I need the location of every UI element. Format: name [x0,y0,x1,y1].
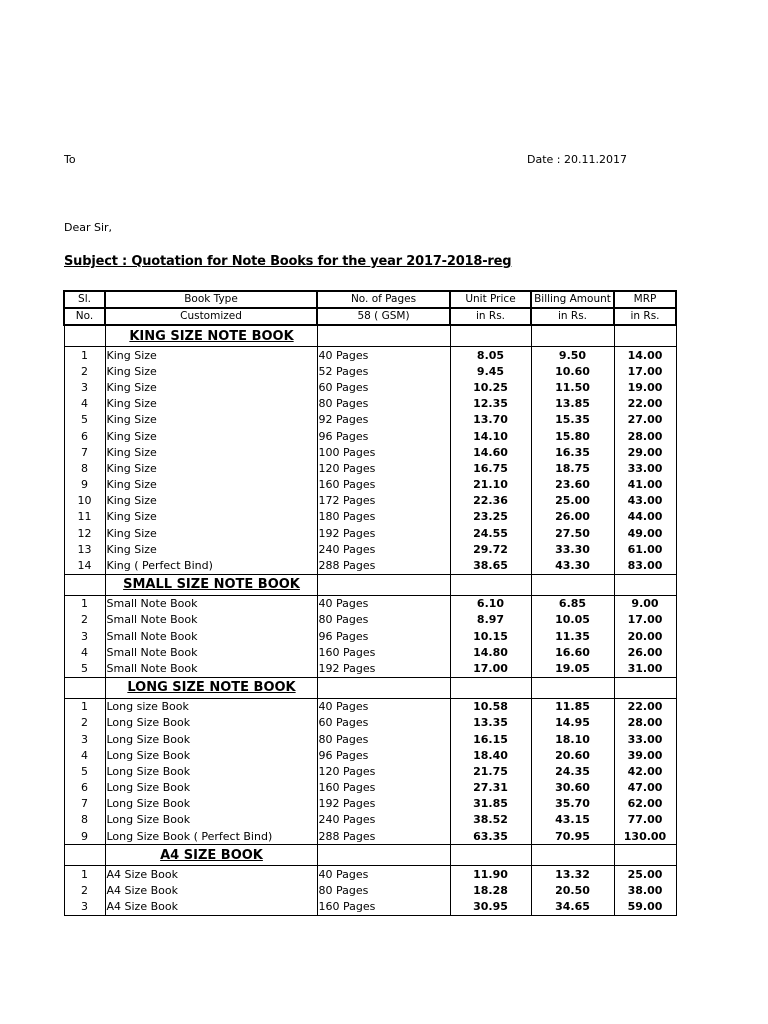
table-row [64,444,676,460]
table-row [64,412,676,428]
row-mrp: 28.00 [614,428,676,444]
row-pages: 60 Pages [317,379,450,395]
row-sl-no: 11 [64,509,105,525]
row-unit-price: 13.35 [450,715,531,731]
row-pages: 80 Pages [317,612,450,628]
section-empty-cell [317,845,450,866]
row-pages: 92 Pages [317,412,450,428]
row-billing-amount: 10.05 [531,612,614,628]
row-unit-price: 21.75 [450,763,531,779]
row-sl-no: 1 [64,698,105,715]
row-billing-amount: 33.30 [531,541,614,557]
row-unit-price: 23.25 [450,509,531,525]
row-book-type: Long Size Book [105,731,317,747]
row-unit-price: 16.15 [450,731,531,747]
section-header-row [64,574,676,595]
row-mrp: 33.00 [614,460,676,476]
row-book-type: King Size [105,347,317,364]
row-pages: 240 Pages [317,541,450,557]
row-pages: 160 Pages [317,477,450,493]
table-row [64,347,676,364]
row-book-type: Long Size Book [105,780,317,796]
row-billing-amount: 13.32 [531,866,614,883]
row-pages: 40 Pages [317,595,450,612]
row-sl-no: 6 [64,428,105,444]
row-mrp: 14.00 [614,347,676,364]
row-pages: 172 Pages [317,493,450,509]
row-billing-amount: 18.75 [531,460,614,476]
row-pages: 80 Pages [317,882,450,898]
table-row [64,557,676,574]
row-billing-amount: 9.50 [531,347,614,364]
row-book-type: King Size [105,444,317,460]
table-row [64,731,676,747]
row-billing-amount: 20.60 [531,747,614,763]
section-title: LONG SIZE NOTE BOOK [105,677,317,698]
header-pages: No. of Pages [317,291,450,308]
section-empty-cell [450,574,531,595]
row-book-type: A4 Size Book [105,899,317,916]
row-billing-amount: 24.35 [531,763,614,779]
row-billing-amount: 13.85 [531,396,614,412]
row-billing-amount: 10.60 [531,363,614,379]
table-row [64,780,676,796]
table-header-row-1 [64,291,676,308]
row-sl-no: 9 [64,828,105,845]
header-book-type: Book Type [105,291,317,308]
row-billing-amount: 18.10 [531,731,614,747]
row-billing-amount: 11.35 [531,628,614,644]
header-mrp-currency: in Rs. [614,308,676,325]
row-billing-amount: 25.00 [531,493,614,509]
row-unit-price: 24.55 [450,525,531,541]
row-mrp: 59.00 [614,899,676,916]
row-pages: 96 Pages [317,747,450,763]
row-billing-amount: 16.35 [531,444,614,460]
section-empty-cell [614,574,676,595]
row-billing-amount: 19.05 [531,660,614,677]
row-billing-amount: 15.80 [531,428,614,444]
header-unit-price: Unit Price [450,291,531,308]
section-empty-cell [317,677,450,698]
row-book-type: A4 Size Book [105,866,317,883]
row-pages: 192 Pages [317,796,450,812]
row-sl-no: 1 [64,866,105,883]
row-mrp: 26.00 [614,644,676,660]
row-billing-amount: 15.35 [531,412,614,428]
table-row [64,363,676,379]
table-row [64,396,676,412]
row-book-type: Small Note Book [105,644,317,660]
row-mrp: 83.00 [614,557,676,574]
row-sl-no: 4 [64,644,105,660]
table-row [64,460,676,476]
row-unit-price: 9.45 [450,363,531,379]
row-mrp: 27.00 [614,412,676,428]
row-sl-no: 13 [64,541,105,557]
row-unit-price: 38.65 [450,557,531,574]
row-unit-price: 29.72 [450,541,531,557]
row-sl-no: 6 [64,780,105,796]
row-billing-amount: 26.00 [531,509,614,525]
row-pages: 160 Pages [317,899,450,916]
section-empty-cell [614,677,676,698]
table-row [64,541,676,557]
row-book-type: King Size [105,525,317,541]
section-empty-cell [614,845,676,866]
table-row [64,882,676,898]
row-unit-price: 14.80 [450,644,531,660]
row-unit-price: 8.97 [450,612,531,628]
row-pages: 60 Pages [317,715,450,731]
row-pages: 100 Pages [317,444,450,460]
section-empty-cell [531,845,614,866]
row-sl-no: 8 [64,460,105,476]
row-mrp: 33.00 [614,731,676,747]
table-row [64,595,676,612]
row-sl-no: 1 [64,595,105,612]
table-row [64,509,676,525]
row-mrp: 44.00 [614,509,676,525]
section-title: SMALL SIZE NOTE BOOK [105,574,317,595]
row-billing-amount: 11.50 [531,379,614,395]
section-empty-cell [450,325,531,347]
row-sl-no: 5 [64,763,105,779]
row-unit-price: 8.05 [450,347,531,364]
section-title: KING SIZE NOTE BOOK [105,325,317,347]
row-unit-price: 12.35 [450,396,531,412]
row-sl-no: 12 [64,525,105,541]
row-billing-amount: 35.70 [531,796,614,812]
row-mrp: 19.00 [614,379,676,395]
row-pages: 80 Pages [317,396,450,412]
row-mrp: 62.00 [614,796,676,812]
row-sl-no: 2 [64,715,105,731]
row-unit-price: 17.00 [450,660,531,677]
row-pages: 52 Pages [317,363,450,379]
row-mrp: 9.00 [614,595,676,612]
row-sl-no: 3 [64,899,105,916]
row-pages: 40 Pages [317,698,450,715]
row-book-type: Long Size Book [105,747,317,763]
row-pages: 80 Pages [317,731,450,747]
section-empty-cell [317,574,450,595]
row-book-type: Small Note Book [105,595,317,612]
row-sl-no: 7 [64,444,105,460]
row-sl-no: 3 [64,379,105,395]
section-empty-cell [531,677,614,698]
section-empty-cell [614,325,676,347]
section-header-row [64,325,676,347]
row-sl-no: 2 [64,882,105,898]
table-row [64,698,676,715]
section-empty-cell [64,677,105,698]
row-billing-amount: 6.85 [531,595,614,612]
row-billing-amount: 43.30 [531,557,614,574]
row-billing-amount: 43.15 [531,812,614,828]
row-unit-price: 10.58 [450,698,531,715]
row-unit-price: 18.28 [450,882,531,898]
row-unit-price: 18.40 [450,747,531,763]
row-book-type: King Size [105,509,317,525]
row-pages: 180 Pages [317,509,450,525]
section-empty-cell [450,677,531,698]
row-sl-no: 2 [64,363,105,379]
row-unit-price: 6.10 [450,595,531,612]
table-row [64,525,676,541]
row-book-type: King Size [105,363,317,379]
row-billing-amount: 34.65 [531,899,614,916]
row-unit-price: 14.60 [450,444,531,460]
section-empty-cell [64,845,105,866]
row-pages: 160 Pages [317,780,450,796]
table-row [64,477,676,493]
row-unit-price: 27.31 [450,780,531,796]
row-book-type: A4 Size Book [105,882,317,898]
row-book-type: King Size [105,396,317,412]
section-empty-cell [64,325,105,347]
row-book-type: King Size [105,428,317,444]
row-sl-no: 1 [64,347,105,364]
row-unit-price: 31.85 [450,796,531,812]
quotation-table-body [64,291,676,915]
row-unit-price: 21.10 [450,477,531,493]
row-mrp: 28.00 [614,715,676,731]
row-pages: 192 Pages [317,525,450,541]
row-pages: 288 Pages [317,828,450,845]
row-billing-amount: 14.95 [531,715,614,731]
row-mrp: 49.00 [614,525,676,541]
table-row [64,899,676,916]
section-empty-cell [450,845,531,866]
row-mrp: 61.00 [614,541,676,557]
table-row [64,715,676,731]
table-row [64,866,676,883]
table-row [64,812,676,828]
row-unit-price: 14.10 [450,428,531,444]
table-row [64,379,676,395]
row-unit-price: 22.36 [450,493,531,509]
row-mrp: 17.00 [614,363,676,379]
row-unit-price: 10.15 [450,628,531,644]
row-book-type: King Size [105,412,317,428]
row-pages: 160 Pages [317,644,450,660]
table-row [64,644,676,660]
row-sl-no: 5 [64,660,105,677]
row-sl-no: 9 [64,477,105,493]
row-mrp: 43.00 [614,493,676,509]
row-book-type: King Size [105,541,317,557]
row-pages: 120 Pages [317,763,450,779]
row-unit-price: 16.75 [450,460,531,476]
row-sl-no: 5 [64,412,105,428]
row-mrp: 77.00 [614,812,676,828]
quotation-table [63,290,677,916]
row-sl-no: 2 [64,612,105,628]
row-mrp: 41.00 [614,477,676,493]
row-pages: 240 Pages [317,812,450,828]
row-book-type: King Size [105,460,317,476]
row-book-type: Long Size Book ( Perfect Bind) [105,828,317,845]
row-mrp: 31.00 [614,660,676,677]
header-sl: Sl. [64,291,105,308]
row-pages: 96 Pages [317,428,450,444]
row-unit-price: 10.25 [450,379,531,395]
table-row [64,796,676,812]
row-mrp: 20.00 [614,628,676,644]
letter-date: Date : 20.11.2017 [527,153,627,166]
row-book-type: King Size [105,493,317,509]
row-unit-price: 13.70 [450,412,531,428]
row-book-type: Long Size Book [105,763,317,779]
row-unit-price: 30.95 [450,899,531,916]
row-sl-no: 10 [64,493,105,509]
salutation: Dear Sir, [64,221,113,234]
table-row [64,747,676,763]
row-billing-amount: 27.50 [531,525,614,541]
row-sl-no: 7 [64,796,105,812]
header-billing-amount: Billing Amount [531,291,614,308]
row-mrp: 38.00 [614,882,676,898]
row-billing-amount: 70.95 [531,828,614,845]
row-unit-price: 11.90 [450,866,531,883]
row-book-type: Long Size Book [105,796,317,812]
row-book-type: Small Note Book [105,612,317,628]
table-row [64,493,676,509]
recipient-label: To [64,153,76,166]
table-row [64,612,676,628]
row-pages: 40 Pages [317,866,450,883]
row-billing-amount: 23.60 [531,477,614,493]
section-empty-cell [531,574,614,595]
section-empty-cell [531,325,614,347]
table-header-row-2 [64,308,676,325]
row-pages: 288 Pages [317,557,450,574]
row-billing-amount: 11.85 [531,698,614,715]
row-sl-no: 3 [64,628,105,644]
table-row [64,628,676,644]
row-mrp: 47.00 [614,780,676,796]
header-billing-currency: in Rs. [531,308,614,325]
row-sl-no: 4 [64,747,105,763]
row-book-type: Long Size Book [105,812,317,828]
row-book-type: Long size Book [105,698,317,715]
row-book-type: King ( Perfect Bind) [105,557,317,574]
row-billing-amount: 30.60 [531,780,614,796]
section-header-row [64,677,676,698]
subject-line: Subject : Quotation for Note Books for the year 2017-2018-reg [64,254,512,269]
header-unit-price-currency: in Rs. [450,308,531,325]
row-mrp: 42.00 [614,763,676,779]
row-billing-amount: 20.50 [531,882,614,898]
row-mrp: 17.00 [614,612,676,628]
row-book-type: King Size [105,477,317,493]
header-mrp: MRP [614,291,676,308]
row-book-type: King Size [105,379,317,395]
row-book-type: Small Note Book [105,660,317,677]
section-empty-cell [64,574,105,595]
row-sl-no: 3 [64,731,105,747]
row-pages: 96 Pages [317,628,450,644]
row-book-type: Long Size Book [105,715,317,731]
row-unit-price: 63.35 [450,828,531,845]
row-sl-no: 8 [64,812,105,828]
section-title: A4 SIZE BOOK [105,845,317,866]
row-billing-amount: 16.60 [531,644,614,660]
row-pages: 40 Pages [317,347,450,364]
header-customized: Customized [105,308,317,325]
header-gsm: 58 ( GSM) [317,308,450,325]
table-row [64,828,676,845]
row-pages: 192 Pages [317,660,450,677]
row-sl-no: 14 [64,557,105,574]
row-mrp: 130.00 [614,828,676,845]
row-book-type: Small Note Book [105,628,317,644]
table-row [64,428,676,444]
row-pages: 120 Pages [317,460,450,476]
row-sl-no: 4 [64,396,105,412]
section-empty-cell [317,325,450,347]
table-row [64,763,676,779]
row-mrp: 22.00 [614,698,676,715]
section-header-row [64,845,676,866]
row-mrp: 22.00 [614,396,676,412]
row-mrp: 29.00 [614,444,676,460]
row-mrp: 25.00 [614,866,676,883]
header-no: No. [64,308,105,325]
row-mrp: 39.00 [614,747,676,763]
row-unit-price: 38.52 [450,812,531,828]
table-row [64,660,676,677]
